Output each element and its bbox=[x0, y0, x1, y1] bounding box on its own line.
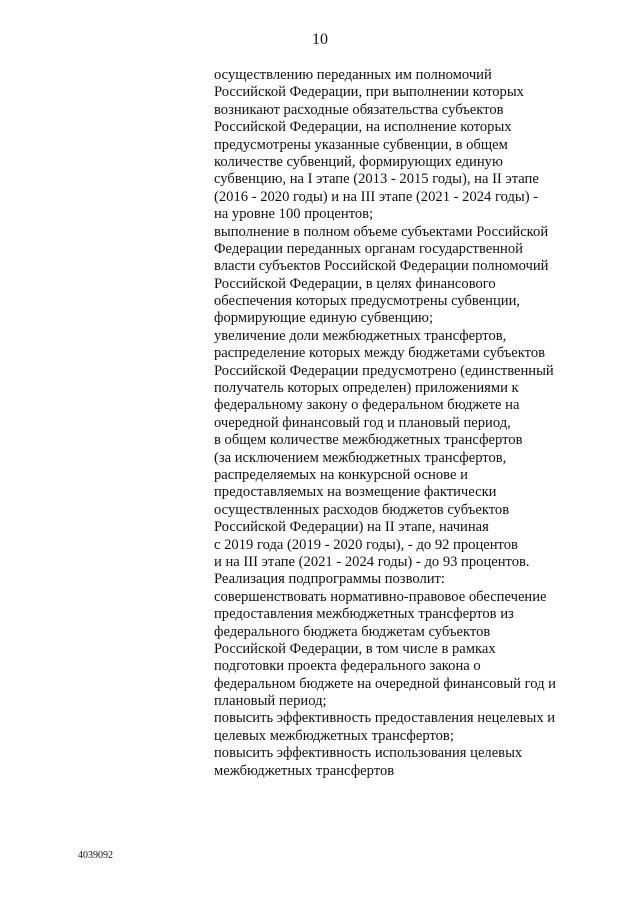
text-line: предусмотрены указанные субвенции, в общем bbox=[214, 136, 508, 153]
text-line: Федерации переданных органам государственной bbox=[214, 240, 523, 257]
text-line: количестве субвенций, формирующих единую bbox=[214, 153, 503, 170]
text-line: межбюджетных трансфертов bbox=[214, 762, 395, 779]
text-line: (за исключением межбюджетных трансфертов, bbox=[214, 449, 507, 466]
text-line: предоставления межбюджетных трансфертов из bbox=[214, 606, 514, 623]
text-line: в общем количестве межбюджетных трансфертов bbox=[214, 432, 523, 449]
text-line: повысить эффективность использования целевых bbox=[214, 745, 523, 762]
text-line: Российской Федерации, в том числе в рамках bbox=[214, 640, 496, 657]
text-line: подготовки проекта федерального закона о bbox=[214, 658, 481, 675]
document-code: 4039092 bbox=[78, 850, 113, 861]
text-line: Российской Федерации, при выполнении которых bbox=[214, 84, 524, 101]
text-line: обеспечения которых предусмотрены субвенции, bbox=[214, 293, 521, 310]
text-line: выполнение в полном объеме субъектами Российской bbox=[214, 223, 549, 240]
text-line: увеличение доли межбюджетных трансфертов, bbox=[214, 327, 507, 344]
text-line: Российской Федерации предусмотрено (единственный bbox=[214, 362, 554, 379]
text-line: осуществлению переданных им полномочий bbox=[214, 67, 492, 83]
text-line: и на III этапе (2021 - 2024 годы) - до 93 процентов. bbox=[214, 553, 530, 570]
text-line: повысить эффективность предоставления нецелевых и bbox=[214, 710, 556, 727]
text-line: целевых межбюджетных трансфертов; bbox=[214, 727, 454, 744]
page-number: 10 bbox=[312, 31, 328, 48]
text-line: получатель которых определен) приложениями к bbox=[214, 380, 519, 397]
text-line: субвенцию, на I этапе (2013 - 2015 годы), на II этапе bbox=[214, 171, 539, 188]
text-line: Российской Федерации, в целях финансового bbox=[214, 275, 496, 292]
text-line: на уровне 100 процентов; bbox=[214, 206, 374, 223]
text-line: федеральном бюджете на очередной финансовый год и bbox=[214, 675, 556, 692]
document-body bbox=[214, 67, 594, 780]
text-line: распределение которых между бюджетами субъектов bbox=[214, 345, 546, 362]
text-line: Реализация подпрограммы позволит: bbox=[214, 571, 445, 588]
text-line: (2016 - 2020 годы) и на III этапе (2021 - 2024 годы) - bbox=[214, 188, 539, 205]
text-line: власти субъектов Российской Федерации полномочий bbox=[214, 258, 549, 275]
text-line: распределяемых на конкурсной основе и bbox=[214, 466, 468, 483]
text-line: очередной финансовый год и плановый период, bbox=[214, 414, 511, 431]
text-line: совершенствовать нормативно-правовое обеспечение bbox=[214, 588, 547, 605]
text-line: федеральному закону о федеральном бюджете на bbox=[214, 397, 520, 414]
text-line: осуществленных расходов бюджетов субъектов bbox=[214, 501, 510, 518]
text-line: возникают расходные обязательства субъектов bbox=[214, 101, 504, 118]
text-line: федерального бюджета бюджетам субъектов bbox=[214, 623, 491, 640]
text-line: формирующие единую субвенцию; bbox=[214, 310, 434, 327]
text-line: плановый период; bbox=[214, 693, 327, 710]
text-line: с 2019 года (2019 - 2020 годы), - до 92 процентов bbox=[214, 536, 518, 553]
text-line: предоставляемых на возмещение фактически bbox=[214, 484, 497, 501]
text-line: Российской Федерации, на исполнение которых bbox=[214, 119, 512, 136]
text-line: Российской Федерации) на II этапе, начиная bbox=[214, 519, 489, 536]
